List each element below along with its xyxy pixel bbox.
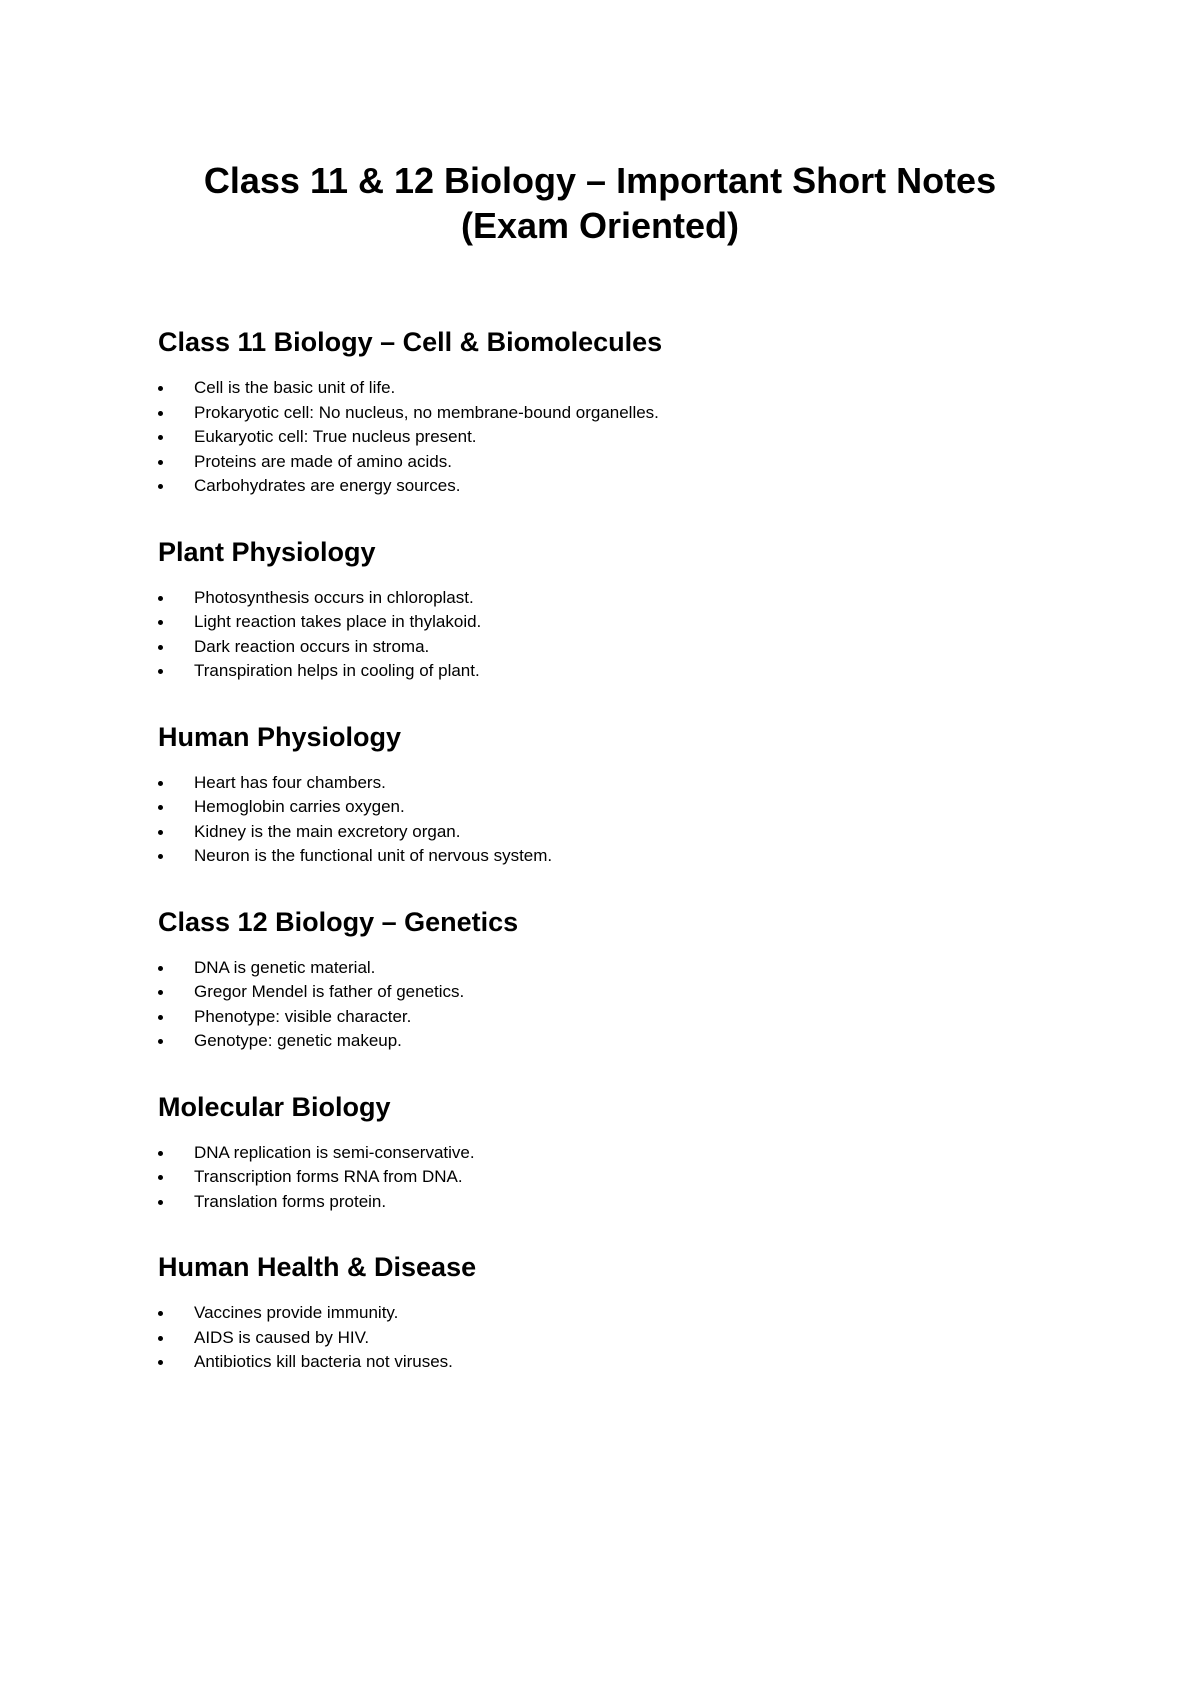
- bullet-icon: [158, 411, 163, 416]
- bullet-list: [158, 956, 1058, 1054]
- list-item: [158, 474, 1058, 499]
- document-title-line-1: Class 11 & 12 Biology – Important Short Notes: [203, 160, 997, 201]
- bullet-icon: [158, 460, 163, 465]
- bullet-icon: [158, 1336, 163, 1341]
- list-item: [158, 1165, 1058, 1190]
- bullet-icon: [158, 781, 163, 786]
- notes-section: [158, 1091, 1058, 1215]
- list-item-text: Vaccines provide immunity.: [194, 1303, 399, 1322]
- list-item: [158, 376, 1058, 401]
- bullet-icon: [158, 669, 163, 674]
- list-item: [158, 980, 1058, 1005]
- list-item-text: Carbohydrates are energy sources.: [194, 476, 461, 495]
- bullet-icon: [158, 484, 163, 489]
- bullet-icon: [158, 620, 163, 625]
- list-item-text: Cell is the basic unit of life.: [194, 378, 396, 397]
- list-item-text: Photosynthesis occurs in chloroplast.: [194, 587, 474, 607]
- bullet-icon: [158, 435, 163, 440]
- list-item: [158, 659, 1058, 684]
- bullet-icon: [158, 854, 163, 859]
- list-item-text: Phenotype: visible character.: [194, 1006, 412, 1026]
- list-item: [158, 1029, 1058, 1054]
- list-item-text: Transcription forms RNA from DNA.: [194, 1167, 463, 1186]
- section-heading: Human Health & Disease: [158, 1252, 477, 1282]
- bullet-icon: [158, 805, 163, 810]
- bullet-icon: [158, 1151, 163, 1156]
- bullet-list: [158, 376, 1058, 499]
- list-item: [158, 1190, 1058, 1215]
- list-item-text: Transpiration helps in cooling of plant.: [194, 661, 480, 680]
- bullet-icon: [158, 645, 163, 650]
- notes-sections: [158, 326, 1058, 1412]
- bullet-icon: [158, 1311, 163, 1316]
- list-item: [158, 771, 1058, 796]
- section-heading: Class 12 Biology – Genetics: [158, 906, 519, 937]
- list-item: [158, 1301, 1058, 1326]
- list-item: [158, 425, 1058, 450]
- document-title: [0, 158, 1200, 248]
- list-item: [158, 1141, 1058, 1166]
- notes-section: [158, 906, 1058, 1054]
- list-item-text: AIDS is caused by HIV.: [194, 1327, 370, 1347]
- section-heading: Molecular Biology: [158, 1091, 391, 1122]
- list-item-text: Gregor Mendel is father of genetics.: [194, 982, 465, 1001]
- list-item-text: Prokaryotic cell: No nucleus, no membrane-bound organelles.: [194, 402, 659, 422]
- bullet-list: [158, 771, 1058, 869]
- list-item: [158, 844, 1058, 869]
- bullet-icon: [158, 596, 163, 601]
- bullet-icon: [158, 386, 163, 391]
- list-item-text: Kidney is the main excretory organ.: [194, 821, 461, 841]
- list-item: [158, 1005, 1058, 1030]
- list-item-text: Light reaction takes place in thylakoid.: [194, 612, 482, 631]
- list-item-text: Genotype: genetic makeup.: [194, 1031, 402, 1050]
- bullet-icon: [158, 1200, 163, 1205]
- list-item-text: DNA is genetic material.: [194, 957, 376, 977]
- list-item: [158, 586, 1058, 611]
- notes-section: [158, 1251, 1058, 1375]
- list-item-text: Hemoglobin carries oxygen.: [194, 797, 405, 816]
- list-item: [158, 795, 1058, 820]
- list-item: [158, 1350, 1058, 1375]
- section-heading: Human Physiology: [158, 721, 402, 752]
- notes-section: [158, 721, 1058, 869]
- bullet-icon: [158, 1039, 163, 1044]
- notes-section: [158, 326, 1058, 499]
- bullet-icon: [158, 830, 163, 835]
- bullet-icon: [158, 966, 163, 971]
- list-item-text: Eukaryotic cell: True nucleus present.: [194, 427, 477, 446]
- bullet-list: [158, 1141, 1058, 1215]
- list-item: [158, 450, 1058, 475]
- bullet-icon: [158, 1360, 163, 1365]
- list-item: [158, 610, 1058, 635]
- bullet-list: [158, 586, 1058, 684]
- notes-section: [158, 536, 1058, 684]
- list-item: [158, 1326, 1058, 1351]
- bullet-icon: [158, 1015, 163, 1020]
- section-heading: Plant Physiology: [158, 536, 376, 567]
- list-item: [158, 956, 1058, 981]
- list-item-text: DNA replication is semi-conservative.: [194, 1142, 475, 1162]
- list-item-text: Dark reaction occurs in stroma.: [194, 636, 430, 656]
- bullet-icon: [158, 990, 163, 995]
- list-item-text: Translation forms protein.: [194, 1191, 387, 1211]
- list-item: [158, 401, 1058, 426]
- document-title-line-2: (Exam Oriented): [460, 205, 740, 246]
- list-item-text: Neuron is the functional unit of nervous system.: [194, 846, 553, 865]
- list-item-text: Proteins are made of amino acids.: [194, 451, 452, 471]
- bullet-icon: [158, 1175, 163, 1180]
- section-heading: Class 11 Biology – Cell & Biomolecules: [158, 327, 663, 357]
- list-item: [158, 635, 1058, 660]
- list-item-text: Antibiotics kill bacteria not viruses.: [194, 1352, 453, 1371]
- list-item-text: Heart has four chambers.: [194, 772, 386, 792]
- list-item: [158, 820, 1058, 845]
- bullet-list: [158, 1301, 1058, 1375]
